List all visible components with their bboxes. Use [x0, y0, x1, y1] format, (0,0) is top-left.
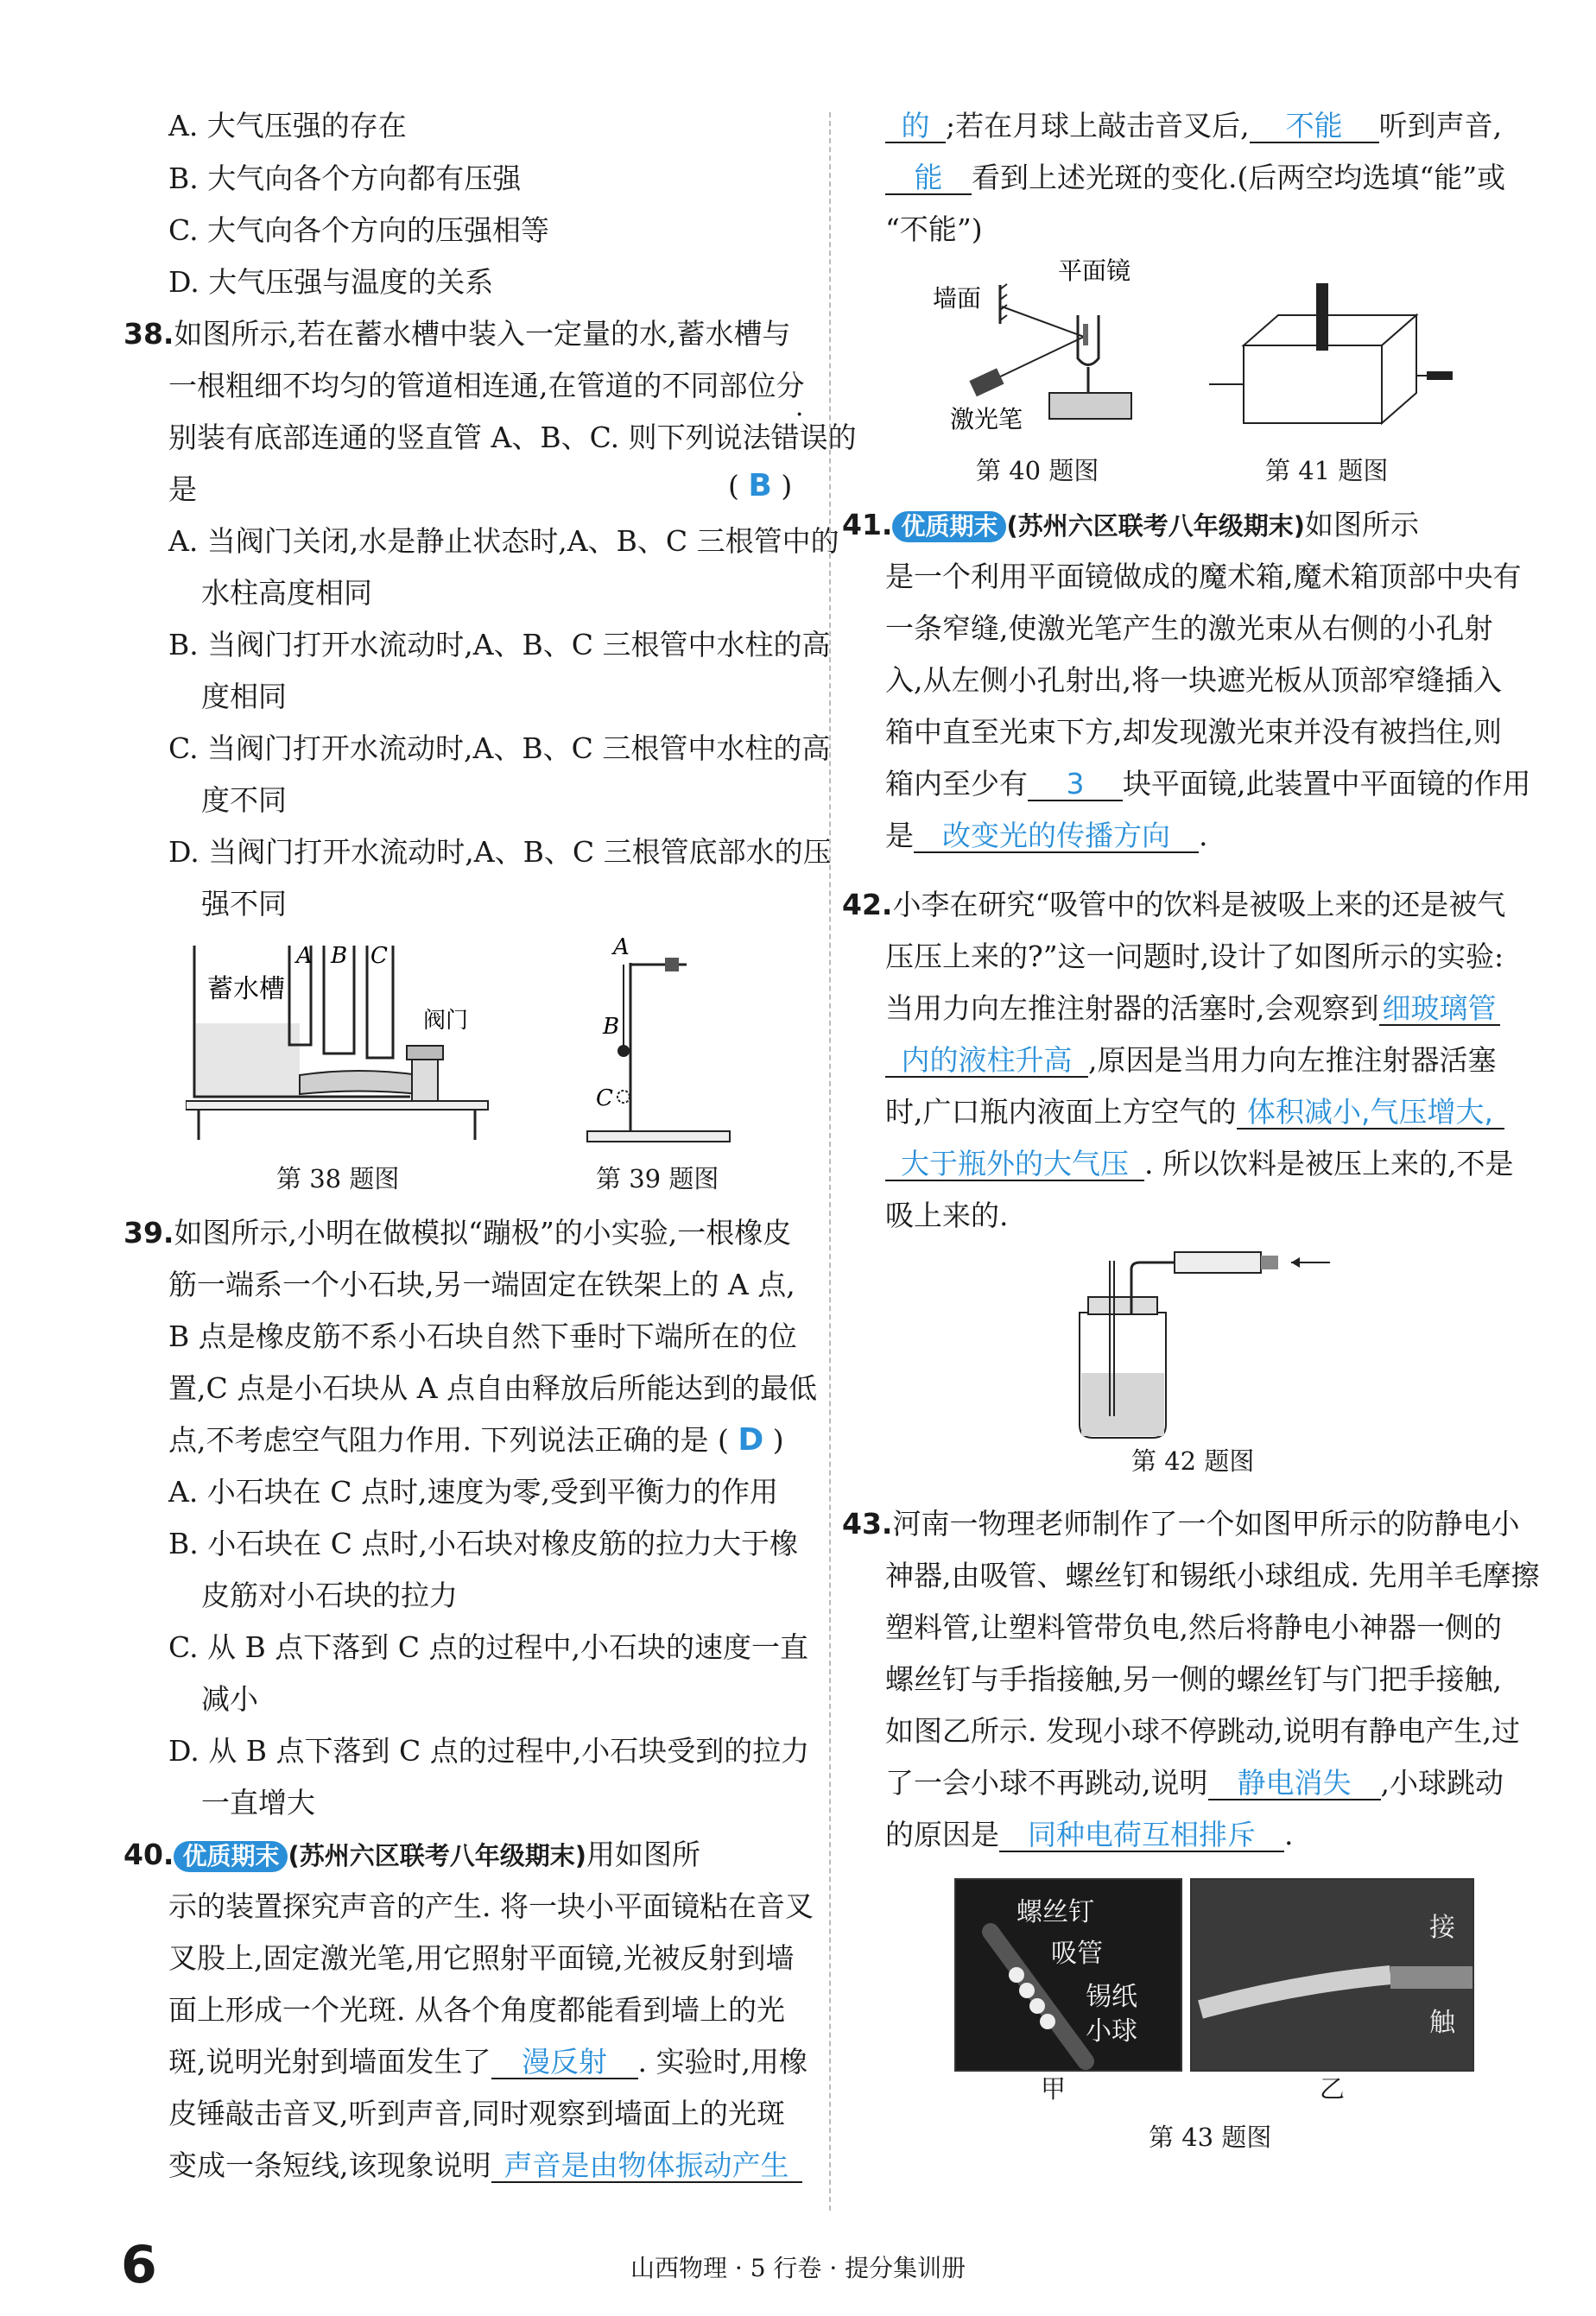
q42-text-4b: ,原因是当用力向左推注射器活塞	[1088, 1043, 1497, 1077]
syringe	[1175, 1252, 1261, 1273]
label-screw: 螺丝钉	[1016, 1897, 1094, 1927]
q43-caption: 第 43 题图	[1149, 2123, 1272, 2152]
q39-figure	[579, 937, 777, 1153]
q41-stem-5: 箱中直至光束下方,却发现激光束并没有被挡住,则	[885, 715, 1502, 749]
label-b: B	[603, 1014, 620, 1040]
q39-option-b2: 皮筋对小石块的拉力	[201, 1579, 458, 1612]
q40-cont-text-2: 看到上述光斑的变化.(后两空均选填“能”或	[972, 161, 1506, 194]
stand-base	[587, 1131, 730, 1142]
laser-pen	[969, 368, 1004, 396]
q40-cont-text-1b: 听到声音,	[1378, 109, 1503, 142]
q40-stem-6: 皮锤敲击音叉,听到声音,同时观察到墙面上的光斑	[168, 2097, 785, 2130]
q40-answer-4: 能	[885, 162, 972, 195]
q40-stem-5	[168, 2045, 808, 2079]
q41-stem-2: 是一个利用平面镜做成的魔术箱,魔术箱顶部中央有	[885, 560, 1522, 593]
tank-water	[196, 1023, 300, 1095]
q42-answer-1b: 内的液柱升高	[885, 1045, 1088, 1078]
q39-option-c2: 减小	[201, 1682, 258, 1716]
q41-text-7b: .	[1199, 819, 1208, 852]
footer-text: 山西物理 · 5 行卷 · 提分集训册	[630, 2254, 966, 2282]
label-valve: 阀门	[423, 1008, 469, 1034]
stone-b	[618, 1045, 630, 1057]
label-c: C	[596, 1085, 613, 1111]
q40-source: (苏州六区联考八年级期末)	[288, 1841, 586, 1870]
q43-stem-3: 塑料管,让塑料管带负电,然后将静电小神器一侧的	[885, 1610, 1502, 1644]
q40-cont-2	[885, 161, 1505, 195]
q38-number: 38.	[124, 317, 174, 351]
q38-answer: B	[748, 468, 772, 503]
label-foil: 锡纸	[1086, 1982, 1137, 2012]
shade-board	[1316, 283, 1328, 351]
q41-number: 41.	[842, 508, 893, 541]
table-top	[186, 1101, 488, 1110]
q41-text-1: 如图所示	[1305, 508, 1419, 541]
q39-stem-4: 置,C 点是小石块从 A 点自由释放后所能达到的最低	[168, 1371, 818, 1405]
q40-cont-3: “不能”)	[885, 212, 983, 246]
q40-text-5b: . 实验时,用橡	[637, 2045, 808, 2079]
q42-answer-2b: 大于瓶外的大气压	[885, 1149, 1144, 1181]
q42-text-5a: 时,广口瓶内液面上方空气的	[885, 1095, 1237, 1129]
q42-stem-3	[885, 991, 1500, 1026]
q41-figure	[1200, 276, 1460, 449]
photo-yi	[1190, 1878, 1474, 2072]
photo-jia	[954, 1878, 1182, 2072]
q39-stem-1	[124, 1216, 791, 1250]
q40-text-1: 用如图所	[586, 1838, 700, 1871]
q42-stem-4	[885, 1043, 1497, 1078]
q40-answer-2: 声音是由物体振动产生	[491, 2150, 802, 2183]
q43-stem-1	[842, 1507, 1519, 1541]
q40-badge: 优质期末	[174, 1841, 288, 1872]
q38-text-4: 是	[168, 472, 197, 506]
q38-stem-3	[168, 421, 857, 455]
q42-caption: 第 42 题图	[1131, 1446, 1255, 1476]
sub-label-yi: 乙	[1320, 2074, 1346, 2104]
q37-option-c: C. 大气向各个方向的压强相等	[168, 213, 550, 247]
laser-pen	[1427, 371, 1453, 380]
q37-option-d: D. 大气压强与温度的关系	[168, 265, 494, 299]
column-divider	[829, 112, 831, 2211]
label-a: A	[296, 943, 313, 969]
q40-cont-1	[885, 109, 1502, 143]
reflected-ray	[1002, 307, 1084, 337]
q38-caption: 第 38 题图	[276, 1164, 400, 1193]
q40-figure	[924, 255, 1183, 449]
q37-option-b: B. 大气向各个方向都有压强	[168, 161, 522, 195]
q40-stem-3: 叉股上,固定激光笔,用它照射平面镜,光被反射到墙	[168, 1941, 795, 1975]
q41-stem-6	[885, 767, 1531, 801]
arrow-head	[1291, 1257, 1300, 1268]
q39-stem-2: 筋一端系一个小石块,另一端固定在铁架上的 A 点,	[168, 1268, 795, 1301]
page-number: 6	[121, 2235, 157, 2295]
q40-cont-text-1a: ;若在月球上敲击音叉后,	[946, 109, 1250, 142]
q39-option-c1: C. 从 B 点下落到 C 点的过程中,小石块的速度一直	[168, 1630, 809, 1664]
q42-text-3a: 当用力向左推注射器的活塞时,会观察到	[885, 991, 1379, 1025]
q38-answer-bracket: ( B )	[728, 468, 793, 503]
q38-text-3c: 的	[827, 421, 857, 454]
q43-stem-5: 如图乙所示. 发现小球不停跳动,说明有静电产生,过	[885, 1714, 1520, 1748]
sub-label-jia: 甲	[1041, 2074, 1067, 2104]
q43-stem-2: 神器,由吸管、螺丝钉和锡纸小球组成. 先用羊毛摩擦	[885, 1559, 1540, 1592]
q41-text-6b: 块平面镜,此装置中平面镜的作用	[1123, 767, 1531, 800]
q43-stem-6	[885, 1766, 1504, 1800]
q40-stem-1	[124, 1838, 700, 1873]
q40-answer-3: 不能	[1250, 111, 1379, 143]
q39-stem-3: B 点是橡皮筋不系小石块自然下垂时下端所在的位	[168, 1319, 797, 1353]
label-b: B	[331, 943, 348, 969]
q42-stem-7: 吸上来的.	[885, 1199, 1009, 1232]
stopper	[1088, 1297, 1157, 1314]
q38-stem-2: 一根粗细不均匀的管道相连通,在管道的不同部位分	[168, 369, 805, 402]
q41-stem-4: 入,从左侧小孔射出,将一块遮光板从顶部窄缝插入	[885, 663, 1502, 697]
q41-caption: 第 41 题图	[1265, 456, 1389, 485]
label-a: A	[613, 937, 630, 960]
q42-text-6b: . 所以饮料是被压上来的,不是	[1144, 1147, 1514, 1180]
q42-answer-2a: 体积减小,气压增大,	[1237, 1097, 1504, 1130]
q43-text-6b: ,小球跳动	[1380, 1766, 1504, 1800]
valve-body	[412, 1058, 438, 1101]
q39-stem-5: 点,不考虑空气阻力作用. 下列说法正确的是 ( D )	[168, 1422, 784, 1458]
q38-emphasis: 错误	[770, 421, 828, 454]
q38-option-a1: A. 当阀门关闭,水是静止状态时,A、B、C 三根管中的	[168, 524, 839, 558]
stone-c	[618, 1091, 630, 1103]
q38-figure	[186, 937, 497, 1153]
q42-answer-1a: 细玻璃管	[1379, 993, 1500, 1026]
q38-text-1: 如图所示,若在蓄水槽中装入一定量的水,蓄水槽与	[174, 317, 791, 351]
mirror	[1083, 324, 1088, 345]
straw	[1200, 1975, 1390, 2009]
q43-answer-1: 静电消失	[1208, 1768, 1381, 1800]
q40-text-7a: 变成一条短线,该现象说明	[168, 2148, 491, 2182]
q41-stem-1	[842, 508, 1419, 543]
q39-option-b1: B. 小石块在 C 点时,小石块对橡皮筋的拉力大于橡	[168, 1527, 798, 1560]
q40-text-5a: 斑,说明光射到墙面发生了	[168, 2045, 491, 2079]
valve-handle	[407, 1046, 443, 1060]
q41-answer-2: 改变光的传播方向	[914, 820, 1199, 853]
q38-option-c2: 度不同	[201, 783, 287, 817]
q38-text-3a: 别装有底部连通的竖直管 A、B、C. 则下列说法	[168, 421, 771, 454]
q43-number: 43.	[842, 1507, 893, 1541]
q39-option-d1: D. 从 B 点下落到 C 点的过程中,小石块受到的拉力	[168, 1734, 810, 1768]
q41-text-6a: 箱内至少有	[885, 767, 1028, 800]
q42-stem-5	[885, 1095, 1504, 1130]
q39-option-d2: 一直增大	[201, 1786, 315, 1819]
foil-ball-3	[1029, 1998, 1045, 2014]
q43-stem-4: 螺丝钉与手指接触,另一侧的螺丝钉与门把手接触,	[885, 1662, 1502, 1696]
q37-option-a: A. 大气压强的存在	[168, 109, 407, 142]
foil-ball-1	[1009, 1967, 1024, 1983]
clamp	[665, 958, 679, 971]
q42-stem-6	[885, 1147, 1513, 1181]
q39-option-a1: A. 小石块在 C 点时,速度为零,受到平衡力的作用	[168, 1475, 779, 1509]
label-laser: 激光笔	[950, 405, 1023, 433]
q38-option-d1: D. 当阀门打开水流动时,A、B、C 三根管底部水的压	[168, 835, 832, 869]
foil-ball-4	[1040, 2014, 1055, 2029]
q42-text-1: 小李在研究“吸管中的饮料是被吸上来的还是被气	[892, 888, 1506, 921]
q39-answer: D	[738, 1422, 764, 1458]
q41-answer-1: 3	[1028, 769, 1123, 801]
q43-text-1: 河南一物理老师制作了一个如图甲所示的防静电小	[892, 1507, 1520, 1541]
q43-stem-7	[885, 1818, 1294, 1852]
q42-stem-2: 压压上来的?”这一问题时,设计了如图所示的实验:	[885, 940, 1504, 973]
pipe	[300, 1071, 419, 1094]
label-wall: 墙面	[933, 284, 982, 313]
q39-number: 39.	[124, 1216, 174, 1250]
label-c: C	[370, 943, 388, 969]
label-tank: 蓄水槽	[207, 974, 285, 1004]
q39-text-1: 如图所示,小明在做模拟“蹦极”的小实验,一根橡皮	[174, 1216, 792, 1250]
q40-stem-2: 示的装置探究声音的产生. 将一块小平面镜粘在音叉	[168, 1889, 814, 1923]
q39-text-5: 点,不考虑空气阻力作用. 下列说法正确的是	[168, 1423, 709, 1457]
q40-caption: 第 40 题图	[976, 456, 1099, 485]
q41-stem-7	[885, 819, 1208, 853]
q40-stem-7	[168, 2148, 802, 2183]
q38-option-b1: B. 当阀门打开水流动时,A、B、C 三根管中水柱的高	[168, 628, 831, 661]
label-contact-2: 触	[1429, 2008, 1455, 2038]
q38-option-c1: C. 当阀门打开水流动时,A、B、C 三根管中水柱的高	[168, 731, 831, 765]
label-contact-1: 接	[1429, 1913, 1455, 1943]
q42-number: 42.	[842, 888, 893, 921]
q42-stem-1	[842, 888, 1505, 922]
q40-answer-1: 漫反射	[491, 2047, 638, 2079]
q40-number: 40.	[124, 1838, 174, 1871]
label-ball: 小球	[1086, 2016, 1137, 2047]
q41-text-7a: 是	[885, 819, 914, 852]
q40-stem-4: 面上形成一个光斑. 从各个角度都能看到墙上的光	[168, 1993, 785, 2027]
q38-option-d2: 强不同	[201, 887, 287, 921]
syringe-plunger	[1261, 1256, 1278, 1269]
q40-answer-2-tail: 的	[885, 111, 946, 143]
label-straw: 吸管	[1051, 1939, 1103, 1969]
q38-option-a2: 水柱高度相同	[201, 576, 372, 610]
q38-option-b2: 度相同	[201, 680, 287, 713]
label-mirror: 平面镜	[1058, 256, 1131, 285]
box-front	[1244, 345, 1382, 423]
foil-ball-2	[1019, 1983, 1035, 1998]
door-handle	[1390, 1966, 1472, 1989]
q43-text-6a: 了一会小球不再跳动,说明	[885, 1766, 1208, 1800]
q41-source: (苏州六区联考八年级期末)	[1006, 511, 1305, 541]
q43-text-7b: .	[1284, 1818, 1294, 1851]
fork-base	[1049, 393, 1131, 419]
q38-stem-4	[168, 472, 197, 507]
q42-figure	[1062, 1243, 1347, 1451]
q38-stem-1	[124, 317, 790, 351]
q41-stem-3: 一条窄缝,使激光笔产生的激光束从右侧的小孔射	[885, 611, 1493, 645]
q43-answer-2: 同种电荷互相排斥	[999, 1819, 1284, 1852]
incident-ray	[993, 337, 1084, 380]
liquid	[1081, 1373, 1164, 1436]
q43-text-7a: 的原因是	[885, 1818, 999, 1851]
q39-caption: 第 39 题图	[596, 1164, 719, 1193]
q41-badge: 优质期末	[892, 511, 1006, 542]
